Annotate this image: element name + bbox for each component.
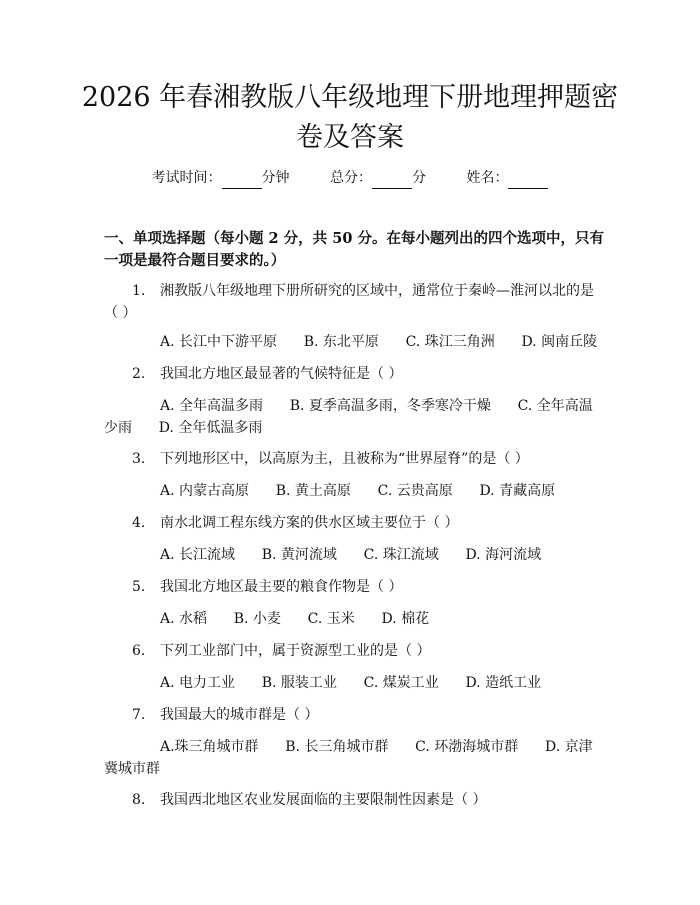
question-1-options (104, 331, 600, 353)
question-number: 5. (132, 579, 146, 595)
option-d: D. 造纸工业 (465, 675, 542, 691)
option-b: B. 服装工业 (261, 675, 337, 691)
option-c: C. 玉米 (307, 611, 355, 627)
option-a: A. 长江中下游平原 (160, 334, 278, 350)
option-c: C. 珠江流域 (363, 547, 439, 563)
page-title-line-2: 卷及答案 (296, 122, 404, 153)
score-blank (372, 168, 412, 189)
question-number: 8. (132, 792, 146, 808)
question-4 (104, 512, 600, 534)
option-a: A. 长江流域 (160, 547, 236, 563)
name-field (466, 168, 548, 189)
name-blank (508, 168, 548, 189)
question-text: 我国北方地区最显著的气候特征是（ ） (160, 366, 403, 382)
option-b: B. 黄土高原 (275, 483, 351, 499)
question-text: 下列工业部门中，属于资源型工业的是（ ） (160, 643, 431, 659)
time-blank (222, 168, 262, 189)
option-b: B. 黄河流域 (261, 547, 337, 563)
question-2 (104, 363, 600, 385)
option-d: D. 棉花 (381, 611, 430, 627)
question-number: 6. (132, 643, 146, 659)
question-4-options (104, 544, 600, 566)
question-number: 3. (132, 451, 146, 467)
option-d: D. 全年低温多雨 (158, 420, 263, 436)
question-8 (104, 789, 600, 811)
option-a: A.珠三角城市群 (160, 739, 259, 755)
section-heading: 一、单项选择题（每小题 2 分，共 50 分。在每小题列出的四个选项中，只有一项是最符合题目要求的。） (104, 230, 604, 269)
option-c: C. 煤炭工业 (363, 675, 439, 691)
question-3 (104, 448, 600, 470)
option-c: C. 珠江三角洲 (405, 334, 495, 350)
question-7 (104, 704, 600, 726)
option-a: A. 电力工业 (160, 675, 236, 691)
question-1 (104, 280, 600, 324)
question-number: 1. (132, 283, 146, 299)
question-text: 南水北调工程东线方案的供水区域主要位于（ ） (160, 515, 459, 531)
score-field (330, 168, 426, 189)
question-number: 2. (132, 366, 146, 382)
question-3-options (104, 480, 600, 502)
option-b: B. 东北平原 (303, 334, 379, 350)
option-c: C. 全年高温少雨 (104, 398, 593, 436)
exam-meta (0, 168, 700, 189)
time-field (152, 168, 290, 189)
score-unit: 分 (412, 170, 426, 186)
option-a: A. 内蒙古高原 (160, 483, 250, 499)
question-text: 我国最大的城市群是（ ） (160, 707, 319, 723)
option-d: D. 闽南丘陵 (521, 334, 598, 350)
option-a: A. 全年高温多雨 (160, 398, 264, 414)
question-5-options (104, 608, 600, 630)
question-5 (104, 576, 600, 598)
question-text: 下列地形区中，以高原为主，且被称为“世界屋脊”的是（ ） (160, 451, 529, 467)
page-title-line-1: 2026 年春湘教版八年级地理下册地理押题密 (81, 82, 619, 113)
option-b: B. 夏季高温多雨，冬季寒冷干燥 (289, 398, 491, 414)
option-d: D. 海河流域 (465, 547, 542, 563)
question-7-options (104, 736, 600, 780)
question-2-options (104, 395, 600, 439)
question-text: 我国北方地区最主要的粮食作物是（ ） (160, 579, 403, 595)
time-unit: 分钟 (261, 170, 290, 186)
time-label: 考试时间： (151, 170, 222, 186)
option-a: A. 水稻 (160, 611, 208, 627)
name-label: 姓名： (466, 170, 509, 186)
question-6-options (104, 672, 600, 694)
option-d: D. 青藏高原 (479, 483, 556, 499)
option-b: B. 长三角城市群 (285, 739, 389, 755)
option-b: B. 小麦 (233, 611, 281, 627)
question-6 (104, 640, 600, 662)
option-c: C. 环渤海城市群 (415, 739, 519, 755)
score-label: 总分： (330, 170, 372, 186)
question-text: 湘教版八年级地理下册所研究的区域中，通常位于秦岭—淮河以北的是（ ） (104, 283, 594, 321)
question-number: 7. (132, 707, 146, 723)
question-number: 4. (132, 515, 146, 531)
option-c: C. 云贵高原 (377, 483, 453, 499)
question-text: 我国西北地区农业发展面临的主要限制性因素是（ ） (160, 792, 487, 808)
option-d: D. 京津冀城市群 (104, 739, 593, 777)
